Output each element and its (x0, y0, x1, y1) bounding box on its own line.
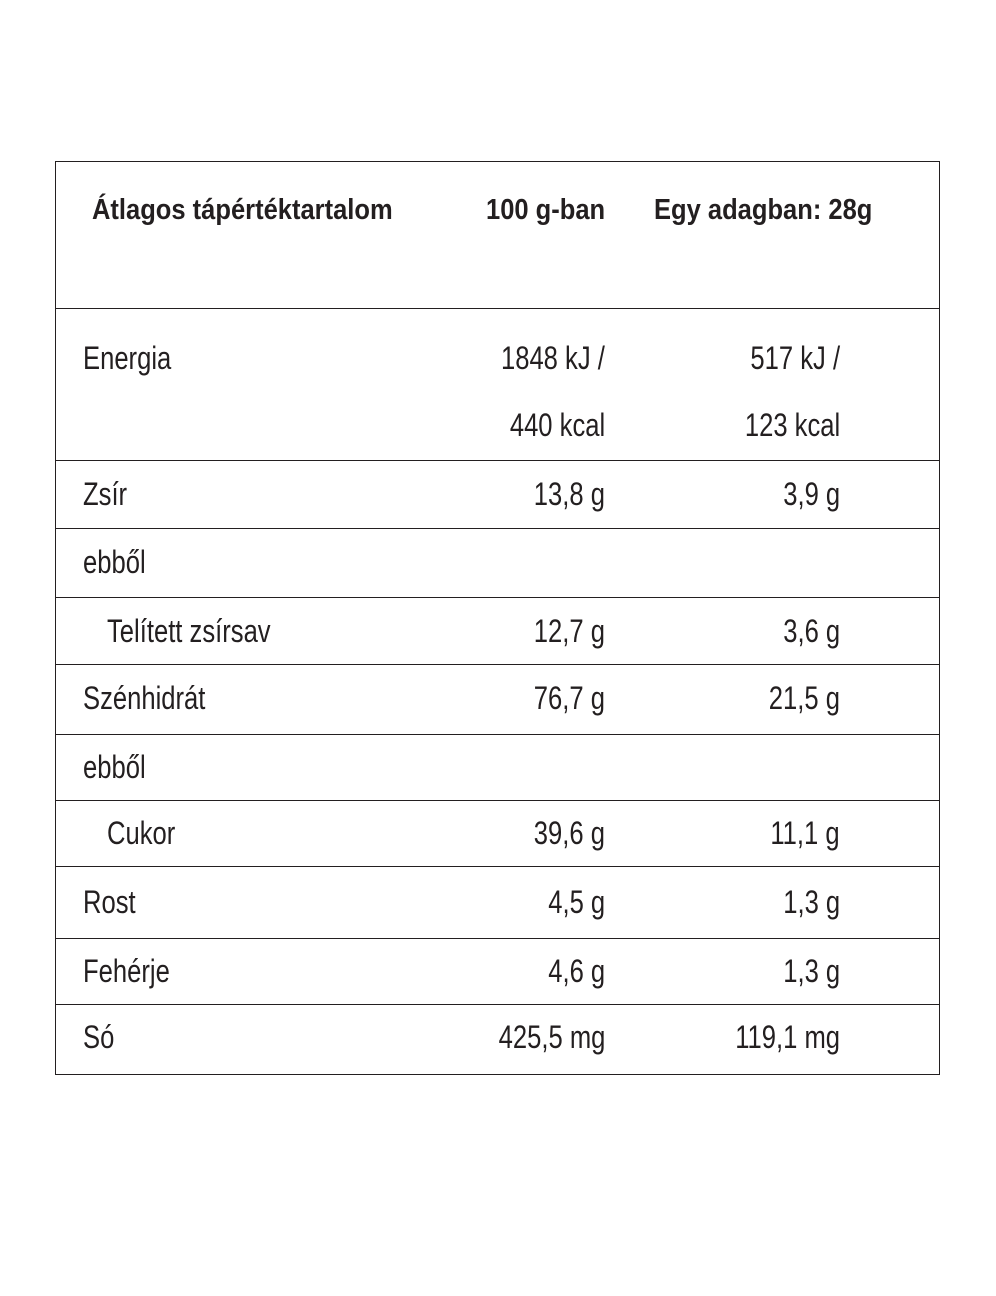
row-label: Szénhidrát (83, 680, 206, 716)
value-per-serving-kj: 517 kJ / (750, 340, 840, 376)
table-row-szenhidrat (56, 665, 939, 735)
row-label: Energia (83, 340, 172, 376)
value-per-serving-kcal: 123 kcal (744, 407, 840, 443)
row-label: Cukor (107, 815, 176, 851)
row-label: Zsír (83, 476, 128, 512)
value-per-100g: 4,6 g (548, 953, 605, 989)
value-per-serving: 1,3 g (783, 884, 840, 920)
value-per-100g: 39,6 g (533, 815, 605, 851)
header-per-serving: Egy adagban: 28g (654, 194, 873, 226)
table-row-zsir (56, 461, 939, 529)
table-row-ebbol (56, 529, 939, 598)
table-row-so (56, 1005, 939, 1076)
table-header-row (56, 162, 939, 309)
row-label: ebből (83, 544, 146, 580)
row-label: Fehérje (83, 953, 170, 989)
table-row-energia (56, 309, 939, 461)
value-per-100g-kj: 1848 kJ / (501, 340, 605, 376)
table-row-ebbol (56, 735, 939, 801)
table-row-cukor (56, 801, 939, 867)
value-per-100g: 76,7 g (533, 680, 605, 716)
value-per-serving: 21,5 g (768, 680, 840, 716)
value-per-serving: 11,1 g (770, 815, 840, 851)
value-per-serving: 1,3 g (783, 953, 840, 989)
row-label: Rost (83, 884, 136, 920)
table-row-rost (56, 867, 939, 939)
table-row-feherje (56, 939, 939, 1005)
value-per-serving: 3,6 g (783, 613, 840, 649)
header-nutrient: Átlagos tápértéktartalom (92, 194, 393, 226)
row-label: Só (83, 1019, 115, 1055)
table-row-telitett-zsirsav (56, 598, 939, 665)
value-per-serving: 119,1 mg (735, 1019, 840, 1055)
header-per-100g: 100 g-ban (486, 194, 606, 226)
value-per-100g: 425,5 mg (498, 1019, 605, 1055)
value-per-serving: 3,9 g (783, 476, 840, 512)
value-per-100g: 12,7 g (533, 613, 605, 649)
row-label: ebből (83, 749, 146, 785)
value-per-100g: 13,8 g (533, 476, 605, 512)
nutrition-table (55, 161, 940, 1075)
value-per-100g-kcal: 440 kcal (509, 407, 605, 443)
value-per-100g: 4,5 g (548, 884, 605, 920)
row-label: Telített zsírsav (107, 613, 271, 649)
